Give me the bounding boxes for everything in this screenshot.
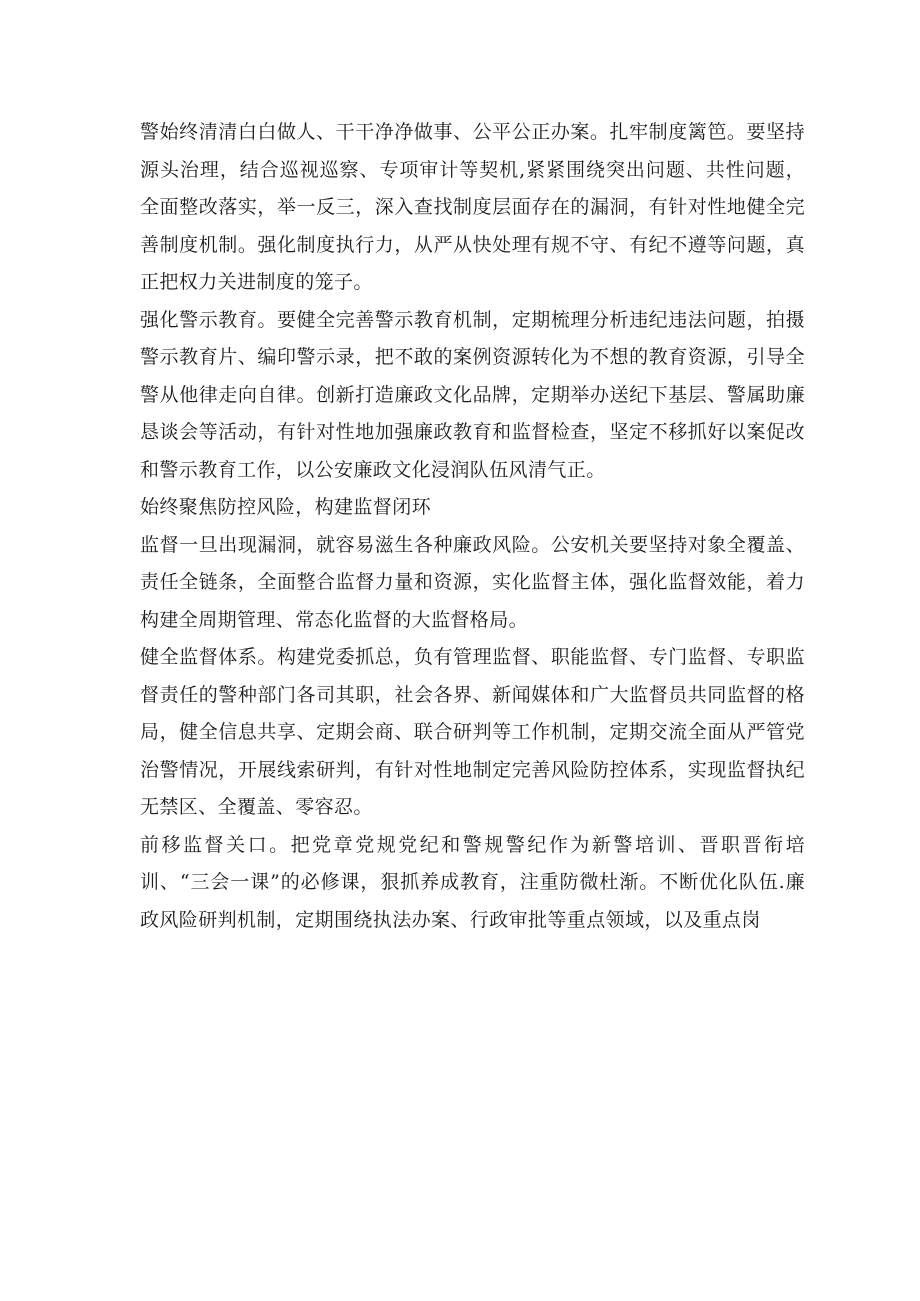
paragraph-3: 监督一旦出现漏洞，就容易滋生各种廉政风险。公安机关要坚持对象全覆盖、责任全链条，全面整合监督力量和资源，实化监督主体，强化监督效能，着力构建全周期管理、常态化监督的大监督格局。 — [140, 533, 805, 631]
document-body — [140, 114, 805, 939]
paragraph-2: 强化警示教育。要健全完善警示教育机制，定期梳理分析违纪违法问题，拍摄警示教育片、编印警示录，把不敢的案例资源转化为不想的教育资源，引导全警从他律走向自律。创新打造廉政文化品牌，定期举办送纪下基层、警属助廉恳谈会等活动，有针对性地加强廉政教育和监督检查，坚定不移抓好以案促改和警示教育工作，以公安廉政文化浸润队伍风清气正。 — [140, 308, 805, 481]
paragraph-4: 健全监督体系。构建党委抓总，负有管理监督、职能监督、专门监督、专职监督责任的警种部门各司其职，社会各界、新闻媒体和广大监督员共同监督的格局，健全信息共享、定期会商、联合研判等工作机制，定期交流全面从严管党治警情况，开展线索研判，有针对性地制定完善风险防控体系，实现监督执纪无禁区、全覆盖、零容忍。 — [140, 646, 805, 818]
paragraph-1: 警始终清清白白做人、干干净净做事、公平公正办案。扎牢制度篱笆。要坚持源头治理，结合巡视巡察、专项审计等契机,紧紧围绕突出问题、共性问题，全面整改落实，举一反三，深入查找制度层面存在的漏洞，有针对性地健全完善制度机制。强化制度执行力，从严从快处理有规不守、有纪不遵等问题，真正把权力关进制度的笼子。 — [140, 121, 805, 293]
section-heading: 始终聚焦防控风险，构建监督闭环 — [140, 496, 432, 518]
paragraph-5: 前移监督关口。把党章党规党纪和警规警纪作为新警培训、晋职晋衔培训、“三会一课”的必修课，狠抓养成教育，注重防微杜渐。不断优化队伍.廉政风险研判机制，定期围绕执法办案、行政审批等重点领域，以及重点岗 — [140, 833, 805, 931]
